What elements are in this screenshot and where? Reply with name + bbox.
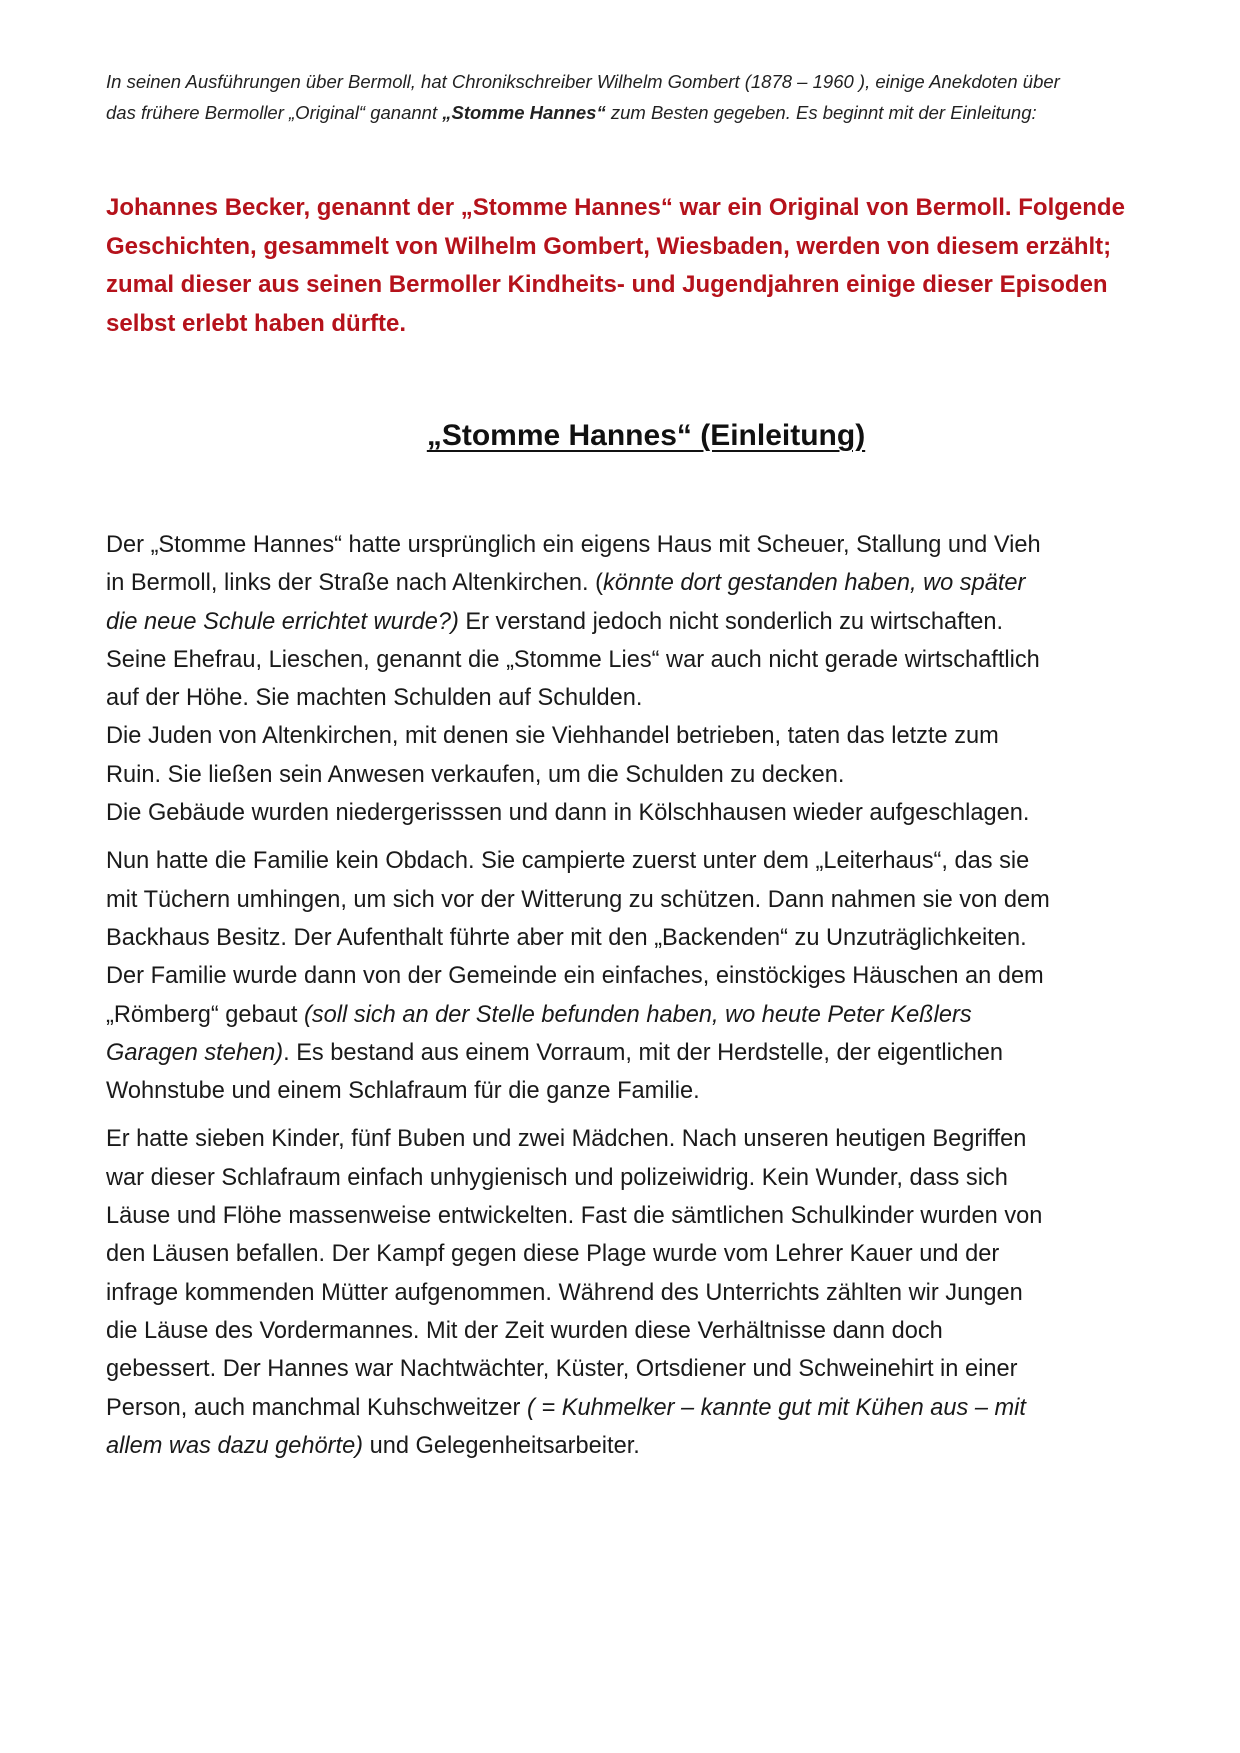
section-title-text: „Stomme Hannes“ (Einleitung) — [426, 419, 866, 452]
text-span: und Gelegenheitsarbeiter. — [363, 1432, 640, 1459]
document-page — [106, 66, 1186, 1465]
italic-note: die neue Schule errichtet wurde?) — [106, 608, 459, 635]
highlight-line: selbst erlebt haben dürfte. — [106, 309, 407, 337]
intro-paragraph — [106, 66, 1186, 128]
section-title — [106, 416, 1186, 456]
text-line: Wohnstube und einem Schlafraum für die ganze Familie. — [106, 1078, 700, 1105]
text-line: Der Familie wurde dann von der Gemeinde ein einfaches, einstöckiges Häuschen an dem — [106, 963, 1044, 990]
text-span: in Bermoll, links der Straße nach Altenkirchen. ( — [106, 570, 603, 597]
body-paragraph-2 — [106, 842, 1186, 1110]
text-line — [106, 1427, 1186, 1465]
italic-note: (soll sich an der Stelle befunden haben, wo heute Peter Keßlers — [304, 1001, 972, 1028]
intro-bold-name: „Stomme Hannes“ — [442, 102, 606, 123]
intro-text: zum Besten gegeben. Es beginnt mit der Einleitung: — [605, 102, 1037, 123]
text-span: Person, auch manchmal Kuhschweitzer — [106, 1394, 527, 1421]
text-line: Der „Stomme Hannes“ hatte ursprünglich ein eigens Haus mit Scheuer, Stallung und Vieh — [106, 532, 1041, 558]
intro-line — [106, 97, 1186, 128]
text-line: Er hatte sieben Kinder, fünf Buben und zwei Mädchen. Nach unseren heutigen Begriffen — [106, 1126, 1027, 1153]
text-line: auf der Höhe. Sie machten Schulden auf Schulden. — [106, 685, 643, 712]
italic-note: allem was dazu gehörte) — [106, 1432, 364, 1459]
text-line: den Läusen befallen. Der Kampf gegen diese Plage wurde vom Lehrer Kauer und der — [106, 1241, 1000, 1268]
text-line: Läuse und Flöhe massenweise entwickelten. Fast die sämtlichen Schulkinder wurden von — [106, 1203, 1043, 1230]
body-paragraph-1 — [106, 526, 1186, 832]
text-line — [106, 603, 1186, 641]
text-line: war dieser Schlafraum einfach unhygienisch und polizeiwidrig. Kein Wunder, dass sich — [106, 1164, 1008, 1191]
text-line: Ruin. Sie ließen sein Anwesen verkaufen, um die Schulden zu decken. — [106, 761, 845, 788]
text-line: gebessert. Der Hannes war Nachtwächter, Küster, Ortsdiener und Schweinehirt in einer — [106, 1356, 1018, 1383]
highlight-line: zumal dieser aus seinen Bermoller Kindheits- und Jugendjahren einige dieser Episoden — [106, 271, 1108, 298]
text-line — [106, 1389, 1186, 1427]
text-line — [106, 564, 1186, 602]
text-line: Nun hatte die Familie kein Obdach. Sie campierte zuerst unter dem „Leiterhaus“, das sie — [106, 848, 1030, 875]
highlight-line: Geschichten, gesammelt von Wilhelm Gombert, Wiesbaden, werden von diesem erzählt; — [106, 232, 1112, 260]
text-line: die Läuse des Vordermannes. Mit der Zeit wurden diese Verhältnisse dann doch — [106, 1317, 943, 1344]
italic-note: Garagen stehen) — [106, 1039, 284, 1066]
text-span: . Es bestand aus einem Vorraum, mit der Herdstelle, der eigentlichen — [283, 1039, 1004, 1066]
text-line — [106, 996, 1186, 1034]
intro-text: das frühere Bermoller „Original“ ganannt — [106, 102, 443, 123]
italic-note: ( = Kuhmelker – kannte gut mit Kühen aus – mit — [526, 1394, 1026, 1421]
text-span: „Römberg“ gebaut — [106, 1001, 305, 1028]
text-line: Die Juden von Altenkirchen, mit denen sie Viehhandel betrieben, taten das letzte zum — [106, 723, 999, 750]
intro-line: In seinen Ausführungen über Bermoll, hat Chronikschreiber Wilhelm Gombert (1878 – 1960 ), einige Anekdoten über — [106, 71, 1060, 92]
text-span: Er verstand jedoch nicht sonderlich zu wirtschaften. — [458, 608, 1004, 635]
highlight-paragraph — [106, 189, 1186, 343]
text-line: Backhaus Besitz. Der Aufenthalt führte aber mit den „Backenden“ zu Unzuträglichkeiten. — [106, 924, 1027, 951]
text-line: mit Tüchern umhingen, um sich vor der Witterung zu schützen. Dann nahmen sie von dem — [106, 886, 1050, 913]
text-line — [106, 1034, 1186, 1072]
highlight-line: Johannes Becker, genannt der „Stomme Hannes“ war ein Original von Bermoll. Folgende — [106, 194, 1125, 221]
text-line: Seine Ehefrau, Lieschen, genannt die „Stomme Lies“ war auch nicht gerade wirtschaftlich — [106, 646, 1040, 673]
text-line: infrage kommenden Mütter aufgenommen. Während des Unterrichts zählten wir Jungen — [106, 1279, 1023, 1306]
text-line: Die Gebäude wurden niedergerisssen und dann in Kölschhausen wieder aufgeschlagen. — [106, 800, 1030, 827]
body-paragraph-3 — [106, 1120, 1186, 1465]
italic-note: könnte dort gestanden haben, wo später — [603, 570, 1026, 597]
